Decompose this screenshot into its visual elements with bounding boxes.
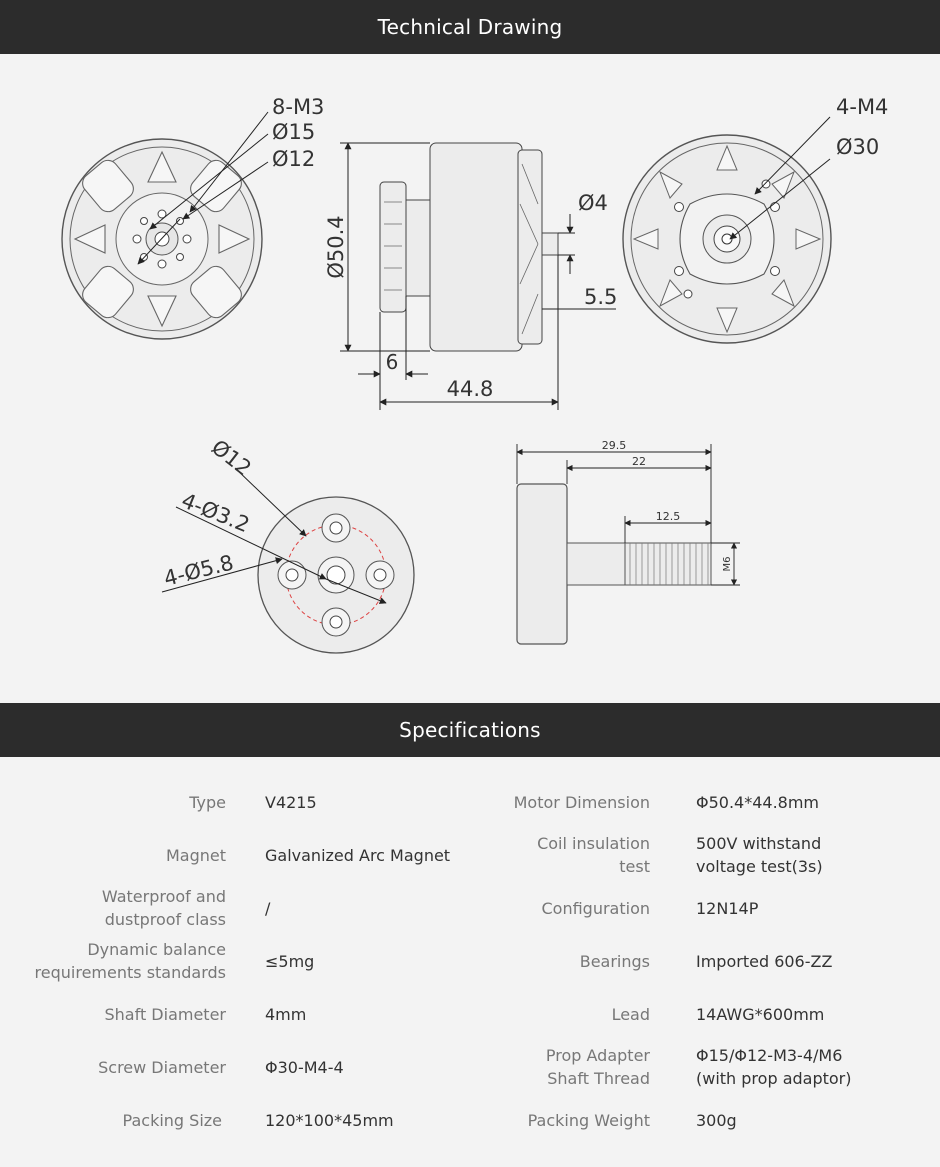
spec-label-prop-line2: Shaft Thread (547, 1069, 650, 1088)
spec-label-magnet: Magnet (165, 846, 226, 865)
adapter-label-1: Ø12 (206, 435, 256, 481)
spec-value-coil-line2: voltage test(3s) (696, 857, 823, 876)
spec-value-balance: ≤5mg (265, 952, 315, 971)
prop-dim-1: 29.5 (601, 439, 627, 452)
front-label-1: 8-M3 (272, 95, 325, 119)
spec-label-waterproof (102, 885, 226, 931)
prop-adapter-front-drawing (161, 435, 414, 653)
specifications-header (0, 703, 940, 757)
spec-label-screw-diameter: Screw Diameter (98, 1058, 226, 1077)
spec-label-coil-insulation (537, 832, 650, 878)
spec-label-packing-weight: Packing Weight (527, 1111, 650, 1130)
spec-label-lead: Lead (611, 1005, 650, 1024)
prop-dim-3: 12.5 (655, 510, 681, 523)
spec-value-lead: 14AWG*600mm (696, 1005, 825, 1024)
spec-value-prop-adapter (696, 1044, 852, 1090)
technical-drawing (0, 54, 940, 703)
spec-label-waterproof-line1: Waterproof and (101, 887, 226, 906)
motor-front-view-drawing (62, 95, 324, 339)
motor-back-view-drawing (623, 95, 888, 343)
spec-value-prop-line2: (with prop adaptor) (696, 1069, 852, 1088)
spec-value-magnet: Galvanized Arc Magnet (265, 846, 451, 865)
spec-label-prop-adapter (546, 1044, 650, 1090)
prop-dim-2: 22 (632, 455, 646, 468)
spec-value-bearings: Imported 606-ZZ (696, 952, 833, 971)
spec-value-packing-weight: 300g (696, 1111, 737, 1130)
spec-label-motor-dimension: Motor Dimension (513, 793, 650, 812)
front-label-3: Ø12 (272, 147, 316, 171)
front-label-2: Ø15 (272, 120, 316, 144)
prop-adapter-side-drawing (517, 439, 740, 644)
spec-label-waterproof-line2: dustproof class (104, 910, 226, 929)
spec-label-coil-line1: Coil insulation (537, 834, 650, 853)
spec-value-coil-line1: 500V withstand (696, 834, 822, 853)
technical-drawing-title: Technical Drawing (377, 15, 563, 39)
spec-label-prop-line1: Prop Adapter (545, 1046, 650, 1065)
spec-label-balance-line1: Dynamic balance (87, 940, 226, 959)
base-width-label: 6 (385, 350, 399, 374)
spec-value-screw-diameter: Φ30-M4-4 (265, 1058, 344, 1077)
shaft-length-label: 5.5 (584, 285, 618, 309)
specifications-table (0, 757, 940, 1167)
adapter-label-2: 4-Ø3.2 (178, 488, 253, 538)
spec-label-coil-line2: test (619, 857, 650, 876)
spec-label-balance (35, 938, 226, 984)
back-label-1: 4-M4 (836, 95, 889, 119)
shaft-diameter-label: Ø4 (578, 191, 608, 215)
spec-value-shaft-diameter: 4mm (265, 1005, 307, 1024)
spec-label-bearings: Bearings (579, 952, 650, 971)
spec-value-type: V4215 (265, 793, 317, 812)
side-diameter-label: Ø50.4 (324, 215, 348, 279)
motor-side-view-drawing (324, 143, 617, 410)
specifications-title: Specifications (399, 718, 541, 742)
spec-value-packing-size: 120*100*45mm (265, 1111, 394, 1130)
spec-value-configuration: 12N14P (696, 899, 759, 918)
spec-label-type: Type (189, 793, 226, 812)
spec-label-shaft-diameter: Shaft Diameter (104, 1005, 226, 1024)
spec-label-packing-size: Packing Size (122, 1111, 222, 1130)
spec-label-balance-line2: requirements standards (34, 963, 226, 982)
prop-thread-label: M6 (722, 556, 733, 572)
spec-value-waterproof: / (265, 899, 271, 918)
back-label-2: Ø30 (836, 135, 880, 159)
spec-label-configuration: Configuration (541, 899, 650, 918)
spec-value-prop-line1: Φ15/Φ12-M3-4/M6 (696, 1046, 843, 1065)
spec-value-coil-insulation (696, 832, 823, 878)
spec-value-motor-dimension: Φ50.4*44.8mm (696, 793, 820, 812)
adapter-label-3: 4-Ø5.8 (161, 550, 236, 591)
motor-length-label: 44.8 (446, 377, 494, 401)
technical-drawing-header (0, 0, 940, 54)
